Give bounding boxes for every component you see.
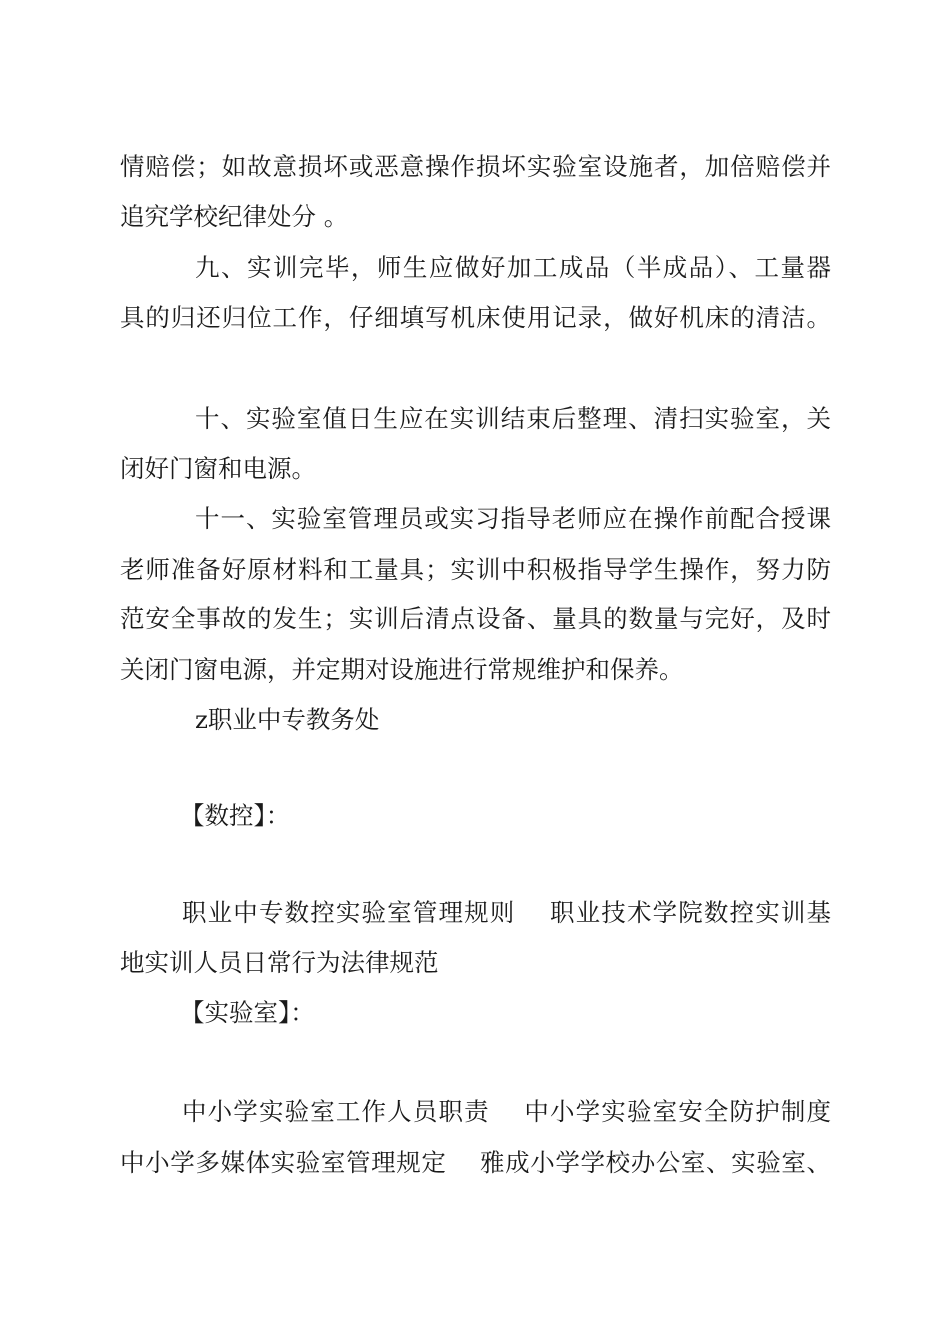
- signature-office: z职业中专教务处: [195, 705, 380, 734]
- paragraph-9-line-1: 九、实训完毕，师生应做好加工成品（半成品）、工量器: [195, 253, 831, 282]
- section-heading-lab: 【实验室】：: [180, 998, 315, 1027]
- paragraph-11-line-4: 关闭门窗电源，并定期对设施进行常规维护和保养。: [120, 655, 684, 684]
- paragraph-11-line-3: 范安全事故的发生；实训后清点设备、量具的数量与完好，及时: [120, 604, 831, 633]
- paragraph-10-line-2: 闭好门窗和电源。: [120, 454, 316, 483]
- paragraph-8-line-2: 情赔偿；如故意损坏或恶意操作损坏实验室设施者，加倍赔偿并: [120, 152, 831, 181]
- paragraph-11-line-1: 十一、实验室管理员或实习指导老师应在操作前配合授课: [195, 504, 831, 533]
- paragraph-8-line-3: 追究学校纪律处分 。: [120, 202, 349, 231]
- related-links-lab-line-1: 中小学实验室工作人员职责 中小学实验室安全防护制度: [182, 1097, 831, 1126]
- related-links-cnc-line-2: 地实训人员日常行为法律规范: [120, 948, 439, 977]
- related-links-cnc-line-1: 职业中专数控实验室管理规则 职业技术学院数控实训基: [182, 898, 831, 927]
- related-links-lab-line-2: 中小学多媒体实验室管理规定 雅成小学学校办公室、实验室、: [120, 1148, 831, 1177]
- paragraph-9-line-2: 具的归还归位工作，仔细填写机床使用记录，做好机床的清洁。: [120, 303, 831, 332]
- paragraph-10-line-1: 十、实验室值日生应在实训结束后整理、清扫实验室，关: [195, 404, 831, 433]
- paragraph-11-line-2: 老师准备好原材料和工量具；实训中积极指导学生操作，努力防: [120, 555, 831, 584]
- section-heading-cnc: 【数控】：: [180, 801, 291, 830]
